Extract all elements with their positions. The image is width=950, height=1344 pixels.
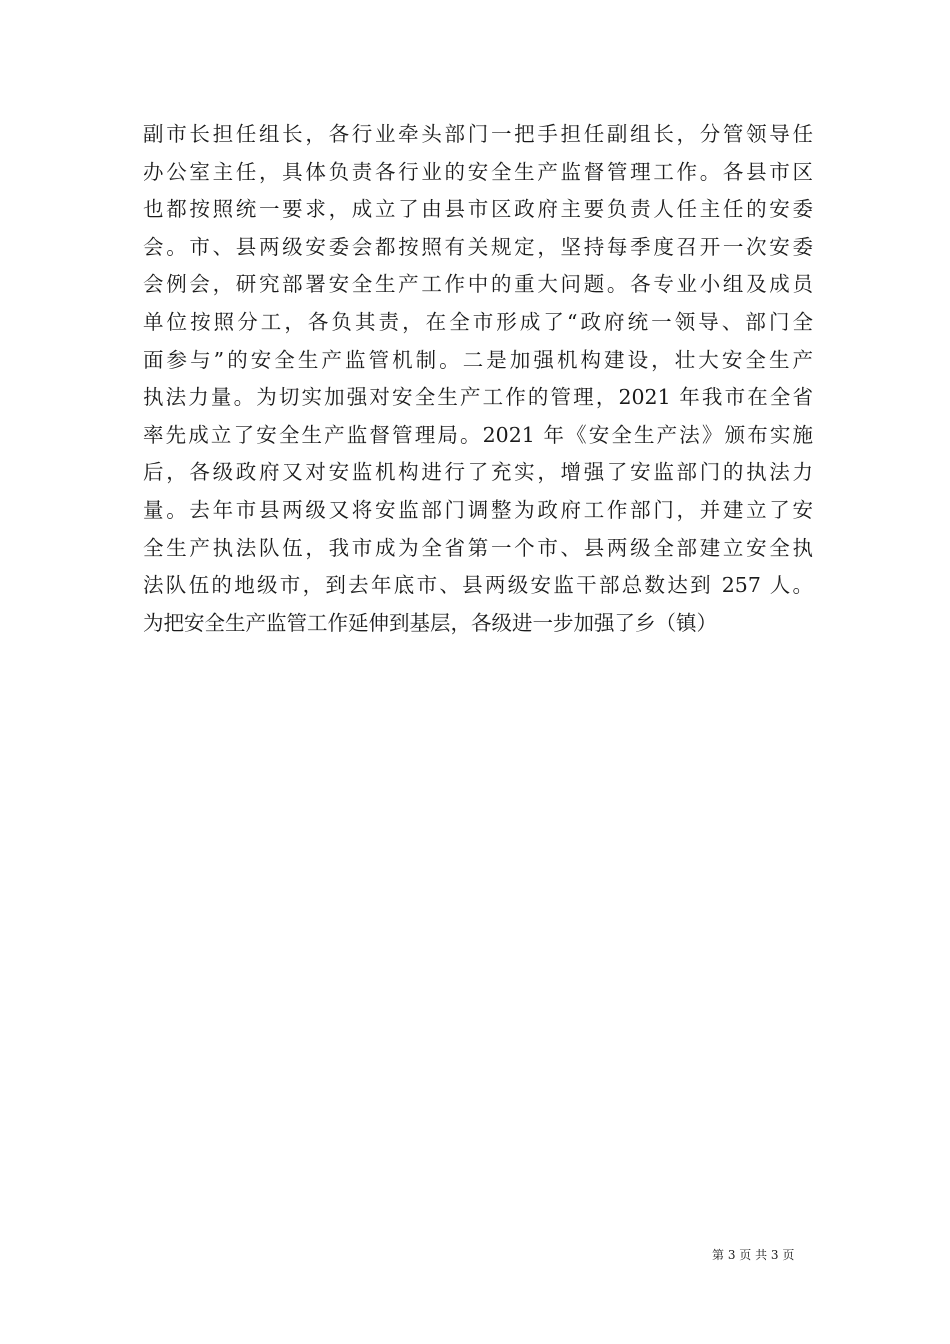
text-line: 办公室主任，具体负责各行业的安全生产监督管理工作。各县市区 [143,159,813,184]
page-footer-number: 第 3 页 共 3 页 [712,1248,795,1262]
text-line: 执法力量。为切实加强对安全生产工作的管理，2021 年我市在全省 [143,385,813,410]
text-line: 也都按照统一要求，成立了由县市区政府主要负责人任主任的安委 [143,197,813,222]
text-line: 会例会，研究部署安全生产工作中的重大问题。各专业小组及成员 [143,272,813,297]
text-line: 面参与”的安全生产监管机制。二是加强机构建设，壮大安全生产 [143,347,813,372]
body-paragraph [143,116,813,642]
text-line: 为把安全生产监管工作延伸到基层，各级进一步加强了乡（镇） [143,610,717,635]
text-line: 量。去年市县两级又将安监部门调整为政府工作部门，并建立了安 [143,497,813,522]
text-line: 全生产执法队伍，我市成为全省第一个市、县两级全部建立安全执 [143,535,813,560]
text-line: 副市长担任组长，各行业牵头部门一把手担任副组长，分管领导任 [143,122,813,146]
text-line: 会。市、县两级安委会都按照有关规定，坚持每季度召开一次安委 [143,234,813,259]
text-line: 后，各级政府又对安监机构进行了充实，增强了安监部门的执法力 [143,460,813,485]
text-line: 率先成立了安全生产监督管理局。2021 年《安全生产法》颁布实施 [143,422,813,447]
text-line: 单位按照分工，各负其责，在全市形成了“政府统一领导、部门全 [143,309,813,334]
text-line: 法队伍的地级市，到去年底市、县两级安监干部总数达到 257 人。 [143,573,813,598]
